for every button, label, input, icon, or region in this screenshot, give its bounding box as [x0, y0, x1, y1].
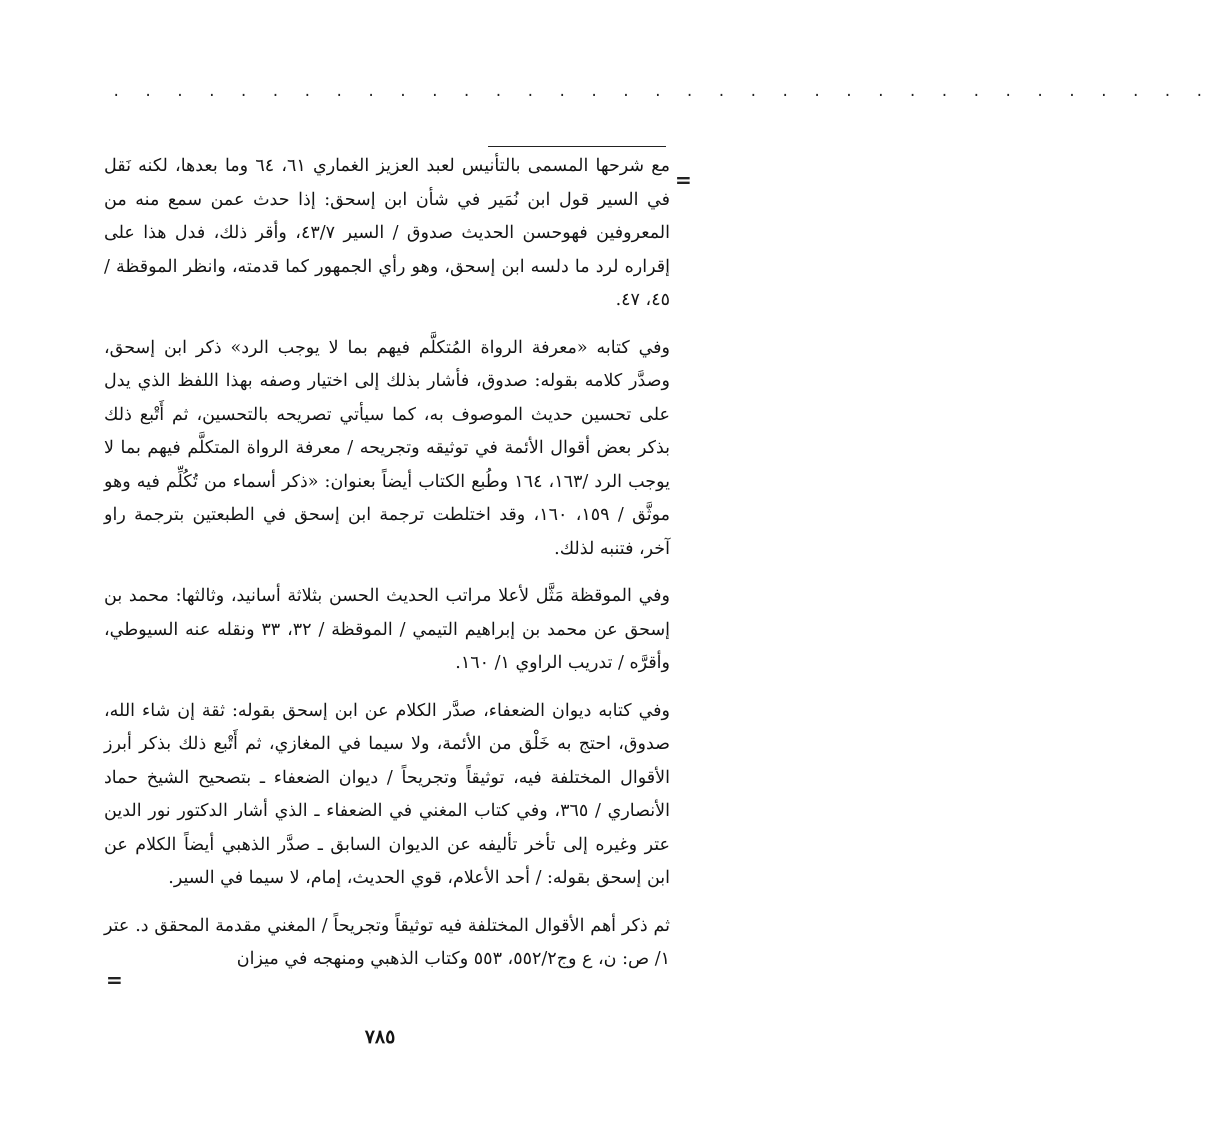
paragraph-5: ثم ذكر أهم الأقوال المختلفة فيه توثيقاً وتجريحاً / المغني مقدمة المحقق د. عتر ١/ ص: ن، ع وج٥٥٢/٢، ٥٥٣ وكتاب الذهبي ومنهجه في ميزان [104, 915, 670, 969]
page-number: ٧٨٥ [364, 1026, 396, 1048]
continuation-marker-bottom: = [106, 968, 123, 992]
footnote-rule [488, 146, 666, 147]
continuation-marker-top: = [675, 168, 692, 192]
paragraph-1: مع شرحها المسمى بالتأنيس لعبد العزيز الغماري ٦١، ٦٤ وما بعدها، لكنه نَقل في السير قول ابن نُمَير في شأن ابن إسحق: إذا حدث عمن سمع منه من المعروفين فهوحسن الحديث صدوق / السير ٤٣/٧، وأقر ذلك، فدل هذا على إقراره لرد ما دلسه ابن إسحق، وهو رأي الجمهور كما قدمته، وانظر الموقظة /٤٥، ٤٧. [104, 156, 671, 310]
paragraph-4: وفي كتابه ديوان الضعفاء، صدَّر الكلام عن ابن إسحق بقوله: ثقة إن شاء الله، صدوق، احتج به خَلْق من الأئمة، ولا سيما في المغازي، ثم أَتْبع ذلك بذكر أبرز الأقوال المختلفة فيه، توثيقاً وتجريحاً / ديوان الضعفاء ـ بتصحيح الشيخ حماد الأنصاري / ٣٦٥، وفي كتاب المغني في الضعفاء ـ الذي أشار الدكتور نور الدين عتر وغيره إلى تأخر تأليفه عن الديوان السابق ـ صدَّر الذهبي أيضاً الكلام عن ابن إسحق بقوله: / أحد الأعلام، قوي الحديث، إمام، لا سيما في السير. [104, 700, 670, 888]
paragraph-3: وفي الموقظة مَثَّل لأعلا مراتب الحديث الحسن بثلاثة أسانيد، وثالثها: محمد بن إسحق عن محمد بن إبراهيم التيمي / الموقظة / ٣٢، ٣٣ ونقله عنه السيوطي، وأقرَّه / تدريب الراوي ١/ ١٦٠. [104, 586, 670, 673]
footnote-text [104, 150, 670, 991]
dotted-separator: . . . . . . . . . . . . . . . . . . . . . . . . . . . . . . . . . . . [112, 84, 1211, 100]
paragraph-2: وفي كتابه «معرفة الرواة المُتكلَّم فيهم بما لا يوجب الرد» ذكر ابن إسحق، وصدَّر كلامه بقوله: صدوق، فأشار بذلك إلى اختيار وصفه بهذا اللفظ الذي يدل على تحسين حديث الموصوف به، كما سيأتي تصريحه بالتحسين، ثم أَتْبع ذلك بذكر بعض أقوال الأئمة في توثيقه وتجريحه / معرفة الرواة المتكلَّم فيهم بما لا يوجب الرد /١٦٣، ١٦٤ وطُبع الكتاب أيضاً بعنوان: «ذكر أسماء من تُكُلِّم فيه وهو موثَّق / ١٥٩، ١٦٠، وقد اختلطت ترجمة ابن إسحق في الطبعتين بترجمة راو آخر، فتنبه لذلك. [104, 337, 671, 559]
